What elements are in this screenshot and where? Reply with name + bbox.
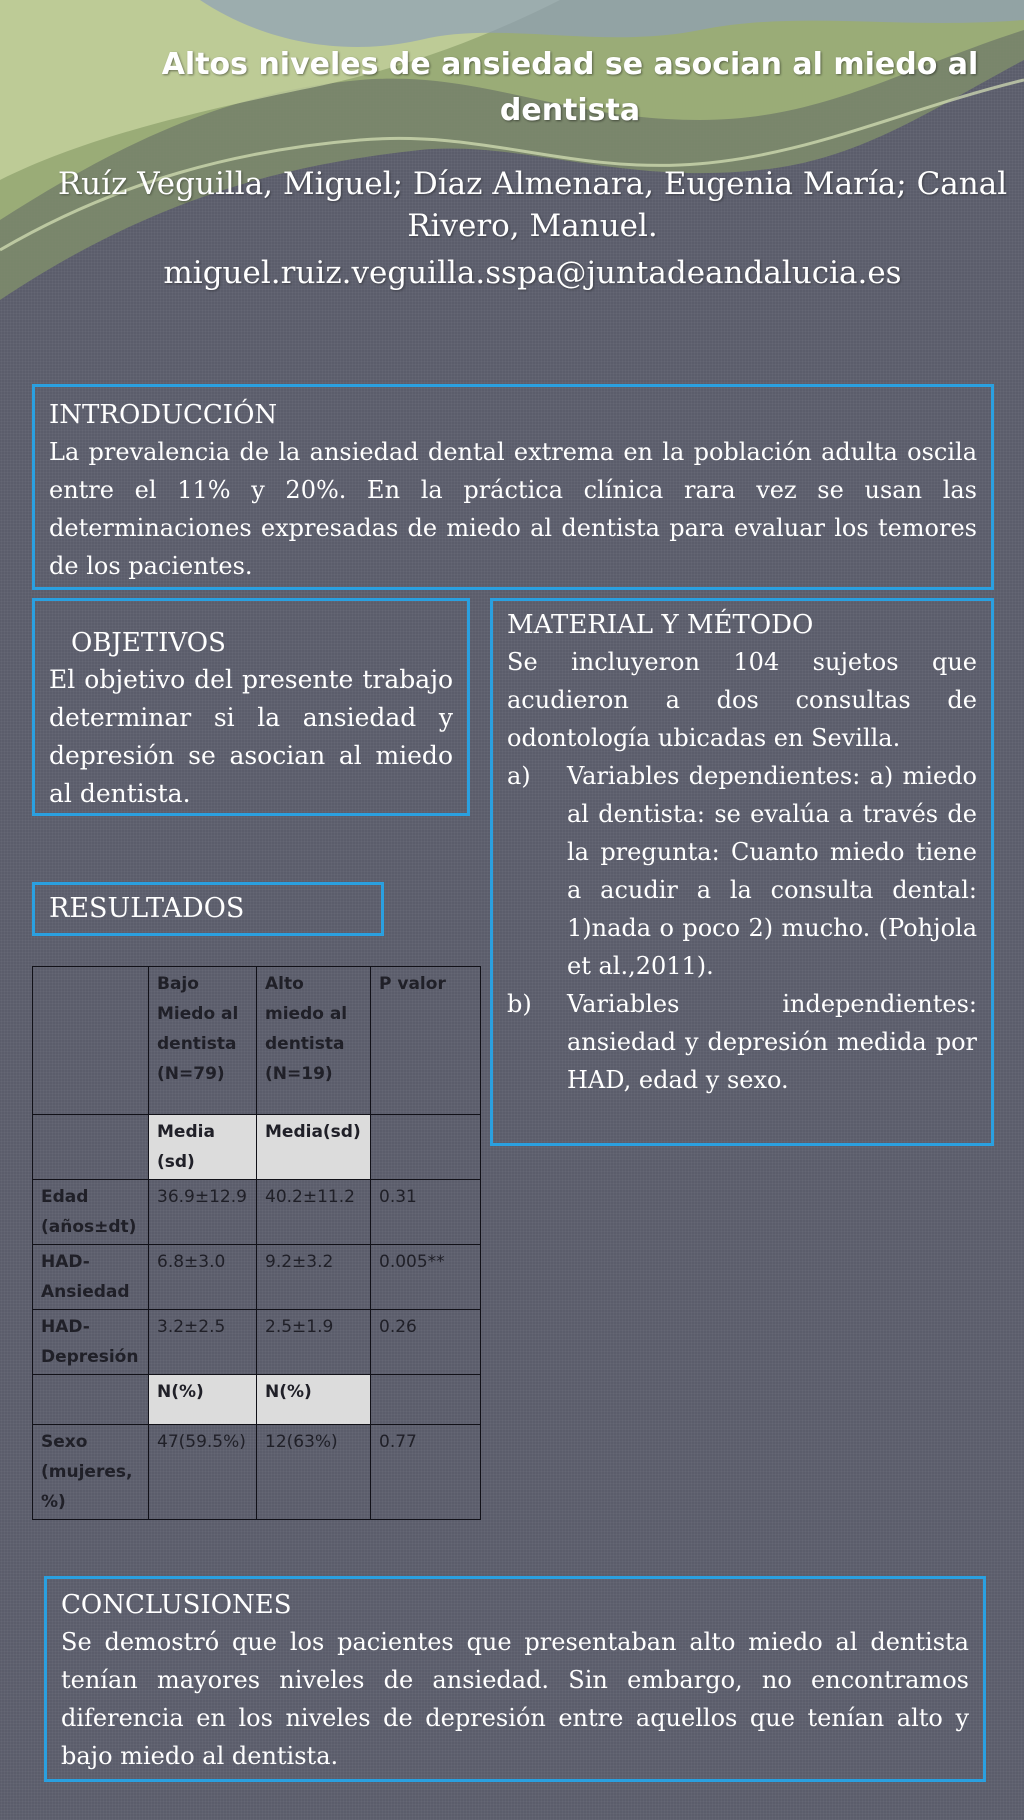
table-row bbox=[33, 1310, 481, 1375]
table-cell: N(%) bbox=[257, 1375, 371, 1425]
conclusiones-section bbox=[44, 1576, 986, 1782]
section-heading: MATERIAL Y MÉTODO bbox=[507, 610, 814, 640]
section-heading: CONCLUSIONES bbox=[61, 1590, 292, 1620]
results-table bbox=[32, 966, 481, 1520]
table-cell bbox=[371, 1115, 481, 1180]
introduccion-section bbox=[32, 384, 994, 590]
table-cell: 12(63%) bbox=[257, 1425, 371, 1520]
table-cell: 2.5±1.9 bbox=[257, 1310, 371, 1375]
table-cell: Alto miedo al dentista (N=19) bbox=[257, 967, 371, 1115]
list-item bbox=[507, 985, 977, 1099]
table-cell: Edad (años±dt) bbox=[33, 1180, 149, 1245]
list-marker: a) bbox=[507, 762, 531, 790]
table-cell: HAD-Ansiedad bbox=[33, 1245, 149, 1310]
section-heading: INTRODUCCIÓN bbox=[49, 400, 278, 430]
objetivos-section bbox=[32, 598, 470, 816]
list-item bbox=[507, 757, 977, 985]
table-cell: 36.9±12.9 bbox=[149, 1180, 257, 1245]
list-marker: b) bbox=[507, 990, 532, 1018]
table-cell: Bajo Miedo al dentista (N=79) bbox=[149, 967, 257, 1115]
table-cell: 3.2±2.5 bbox=[149, 1310, 257, 1375]
table-cell: 0.26 bbox=[371, 1310, 481, 1375]
table-row bbox=[33, 1245, 481, 1310]
table-cell: 0.31 bbox=[371, 1180, 481, 1245]
table-cell: 0.005** bbox=[371, 1245, 481, 1310]
table-cell: Sexo (mujeres, %) bbox=[33, 1425, 149, 1520]
table-cell: Media(sd) bbox=[257, 1115, 371, 1180]
resultados-section bbox=[32, 882, 384, 936]
section-text: Se incluyeron 104 sujetos que acudieron a dos consultas de odontología ubicadas en Sevilla. bbox=[507, 648, 977, 752]
table-cell: 6.8±3.0 bbox=[149, 1245, 257, 1310]
table-cell bbox=[33, 967, 149, 1115]
table-cell: HAD-Depresión bbox=[33, 1310, 149, 1375]
section-heading: OBJETIVOS bbox=[71, 628, 226, 658]
list-item-text: Variables dependientes: a) miedo al dentista: se evalúa a través de la pregunta: Cuanto miedo tiene a acudir a la consulta dental: 1)nada o poco 2) mucho. (Pohjola et al.,2011). bbox=[567, 762, 977, 980]
table-row bbox=[33, 1180, 481, 1245]
table-subheader-row bbox=[33, 1115, 481, 1180]
material-metodo-section bbox=[490, 598, 994, 1146]
list-item-text: Variables independientes: ansiedad y depresión medida por HAD, edad y sexo. bbox=[567, 990, 977, 1094]
section-text: Se demostró que los pacientes que presentaban alto miedo al dentista tenían mayores niveles de ansiedad. Sin embargo, no encontramos diferencia en los niveles de depresión entre aquellos que tenían alto y bajo miedo al dentista. bbox=[61, 1628, 969, 1770]
section-heading: RESULTADOS bbox=[49, 893, 245, 924]
table-cell: 47(59.5%) bbox=[149, 1425, 257, 1520]
poster-title: Altos niveles de ansiedad se asocian al miedo al dentista bbox=[161, 47, 979, 128]
table-cell bbox=[371, 1375, 481, 1425]
table-cell: 9.2±3.2 bbox=[257, 1245, 371, 1310]
table-cell bbox=[33, 1115, 149, 1180]
table-cell: N(%) bbox=[149, 1375, 257, 1425]
table-cell: P valor bbox=[371, 967, 481, 1115]
section-text: El objetivo del presente trabajo determinar si la ansiedad y depresión se asocian al miedo al dentista. bbox=[49, 665, 453, 808]
section-text: La prevalencia de la ansiedad dental extrema en la población adulta oscila entre el 11% y 20%. En la práctica clínica rara vez se usan las determinaciones expresadas de miedo al dentista para evaluar los temores de los pacientes. bbox=[49, 438, 977, 580]
table-cell bbox=[33, 1375, 149, 1425]
table-cell: Media (sd) bbox=[149, 1115, 257, 1180]
variables-list bbox=[507, 757, 977, 1099]
table-header-row bbox=[33, 967, 481, 1115]
poster-authors: Ruíz Veguilla, Miguel; Díaz Almenara, Eugenia María; Canal Rivero, Manuel. bbox=[57, 166, 1008, 244]
table-cell: 40.2±11.2 bbox=[257, 1180, 371, 1245]
table-row bbox=[33, 1425, 481, 1520]
author-email: miguel.ruiz.veguilla.sspa@juntadeandalucia.es bbox=[163, 255, 902, 291]
table-subheader-row bbox=[33, 1375, 481, 1425]
table-cell: 0.77 bbox=[371, 1425, 481, 1520]
